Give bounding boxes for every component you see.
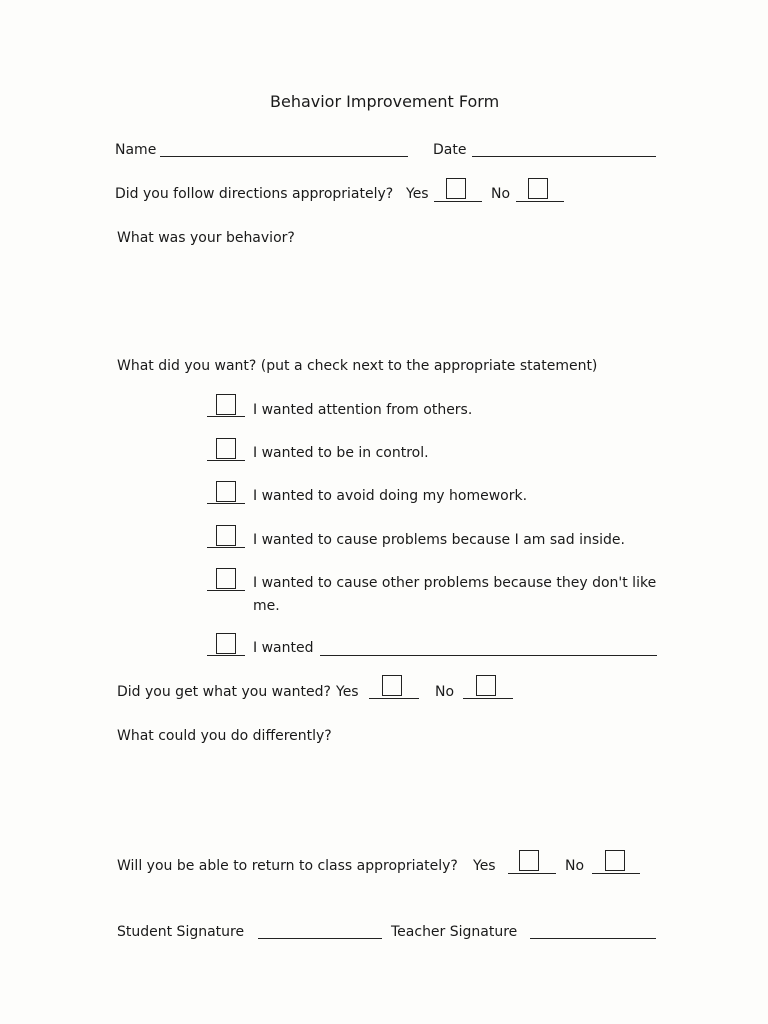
return-yes-underline	[508, 873, 556, 874]
return-no-underline	[592, 873, 640, 874]
form-title: Behavior Improvement Form	[270, 92, 500, 111]
option-6-other-field[interactable]	[320, 636, 657, 656]
got-yes-label: Yes	[336, 684, 359, 700]
option-2-underline	[207, 460, 245, 461]
option-2-label: I wanted to be in control.	[253, 445, 429, 461]
teacher-signature-underline	[530, 938, 656, 939]
directions-no-underline	[516, 201, 564, 202]
student-signature-underline	[258, 938, 382, 939]
directions-no-label: No	[491, 186, 511, 202]
option-1-checkbox[interactable]	[216, 394, 236, 415]
option-4-label: I wanted to cause problems because I am sad inside.	[253, 532, 625, 548]
return-no-label: No	[565, 858, 585, 874]
return-no-checkbox[interactable]	[605, 850, 625, 871]
date-underline	[472, 156, 656, 157]
option-6-label: I wanted	[253, 640, 314, 656]
date-label: Date	[433, 142, 467, 158]
option-4-underline	[207, 547, 245, 548]
option-3-label: I wanted to avoid doing my homework.	[253, 488, 528, 504]
got-no-underline	[463, 698, 513, 699]
option-3-underline	[207, 503, 245, 504]
option-3-checkbox[interactable]	[216, 481, 236, 502]
got-yes-underline	[369, 698, 419, 699]
option-6-checkbox[interactable]	[216, 633, 236, 654]
directions-no-checkbox[interactable]	[528, 178, 548, 199]
option-5-label-continued: me.	[253, 598, 280, 614]
return-question: Will you be able to return to class appropriately?	[117, 858, 458, 874]
return-yes-label: Yes	[473, 858, 496, 874]
option-6-underline	[207, 655, 245, 656]
option-6-other-underline	[320, 655, 657, 656]
differently-question: What could you do differently?	[117, 728, 332, 744]
directions-yes-label: Yes	[406, 186, 429, 202]
behavior-answer-area[interactable]	[117, 255, 657, 345]
student-signature-field[interactable]	[258, 920, 382, 940]
name-field[interactable]	[160, 138, 408, 158]
got-no-label: No	[435, 684, 455, 700]
date-field[interactable]	[472, 138, 656, 158]
behavior-question: What was your behavior?	[117, 230, 295, 246]
got-question: Did you get what you wanted?	[117, 684, 331, 700]
option-5-checkbox[interactable]	[216, 568, 236, 589]
teacher-signature-label: Teacher Signature	[391, 924, 518, 940]
student-signature-label: Student Signature	[117, 924, 245, 940]
directions-yes-underline	[434, 201, 482, 202]
name-label: Name	[115, 142, 157, 158]
option-5-label: I wanted to cause other problems because they don't like	[253, 575, 657, 591]
directions-question: Did you follow directions appropriately?	[115, 186, 394, 202]
option-2-checkbox[interactable]	[216, 438, 236, 459]
return-yes-checkbox[interactable]	[519, 850, 539, 871]
teacher-signature-field[interactable]	[530, 920, 656, 940]
option-5-underline	[207, 590, 245, 591]
name-underline	[160, 156, 408, 157]
got-no-checkbox[interactable]	[476, 675, 496, 696]
option-1-underline	[207, 416, 245, 417]
got-yes-checkbox[interactable]	[382, 675, 402, 696]
option-4-checkbox[interactable]	[216, 525, 236, 546]
differently-answer-area[interactable]	[117, 752, 657, 842]
directions-yes-checkbox[interactable]	[446, 178, 466, 199]
want-question: What did you want? (put a check next to the appropriate statement)	[117, 358, 598, 374]
option-1-label: I wanted attention from others.	[253, 402, 473, 418]
